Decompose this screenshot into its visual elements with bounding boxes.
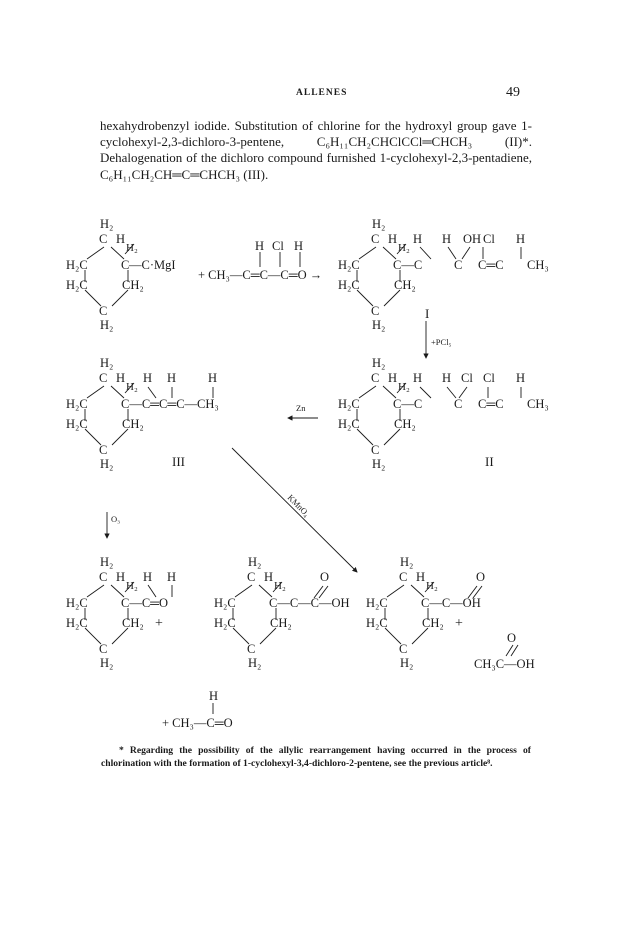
- ring-bonds-i: [357, 244, 521, 306]
- ringiii-h2c-lower: H₂C: [66, 417, 88, 431]
- compound-ii-number: II: [485, 454, 494, 469]
- ringa-c: C: [99, 570, 108, 584]
- body-paragraph: hexahydrobenzyl iodide. Substitution of chlorine for the hydroxyl group gave 1-cyclohexyl-2,3-dichloro-3-pentene, C₆H₁₁CH₂CHClCCl═CHCH₃ (II)*. Dehalogenation of the dichloro compound furnished 1-cyclohexyl-2,3-pentadiene, C₆H₁₁CH₂CH═C═CHCH₃ (III).: [100, 118, 532, 182]
- ringc-bottom-h2: H₂: [400, 656, 414, 670]
- ringi-side-h2: H₂: [398, 242, 410, 254]
- ringc-side-h2: H₂: [426, 580, 438, 592]
- dichloride-chain-3: C═C: [478, 397, 504, 411]
- grignard-carbon: C: [121, 258, 130, 272]
- ringi-bottom-h2: H₂: [372, 318, 386, 332]
- carbinol-label-oh: OH: [463, 232, 482, 246]
- ringiii-ch2: CH₂: [122, 417, 144, 431]
- ringiii-c: C: [99, 371, 108, 385]
- page-number: 49: [506, 85, 520, 100]
- ringi-ch2: CH₂: [394, 278, 416, 292]
- carbinol-chain-1: C—C: [393, 258, 423, 272]
- ringb-h2c-upper: H₂C: [214, 596, 236, 610]
- ringb-c: C: [247, 570, 256, 584]
- reagent-zn: Zn: [296, 403, 306, 413]
- aldehyde-label-h2: H: [294, 239, 304, 253]
- ringc-c: C: [399, 570, 408, 584]
- ringiii-bottom-h2: H₂: [100, 457, 114, 471]
- ringii-bottom-c: C: [371, 443, 380, 457]
- ringii-ch2: CH₂: [394, 417, 416, 431]
- ringa-bottom-h2: H₂: [100, 656, 114, 670]
- ring-bonds-ii: [357, 383, 521, 445]
- dichloride-label-h1: H: [413, 371, 423, 385]
- ringiii-bottom-c: C: [99, 443, 108, 457]
- footnote-text: * Regarding the possibility of the allylic rearrangement having occurred in the process of chlorination with the formation of 1-cyclohexyl-3,4-dichloro-2-pentene, see the previous article⁸.: [101, 745, 531, 769]
- ringa-h: H: [116, 570, 126, 584]
- carbinol-chain-3: C═C: [478, 258, 504, 272]
- ringc-top-h2: H₂: [400, 555, 414, 569]
- ringi-top-h2: H₂: [372, 217, 386, 231]
- ringa-bottom-c: C: [99, 642, 108, 656]
- allene-label-h3: H: [208, 371, 218, 385]
- kmno4-arrow: [232, 448, 357, 572]
- ringiii-h2c-upper: H₂C: [66, 397, 88, 411]
- carbinol-label-h2: H: [442, 232, 452, 246]
- ringii-top-h2: H₂: [372, 356, 386, 370]
- ringiii-top-h2: H₂: [100, 356, 114, 370]
- allene-label-h1: H: [143, 371, 153, 385]
- ringii-side-h2: H₂: [398, 381, 410, 393]
- acid-oxygen: O: [476, 570, 486, 584]
- ringi-c: C: [371, 232, 380, 246]
- carbinol-label-h3: H: [516, 232, 526, 246]
- ringc-h2c-upper: H₂C: [366, 596, 388, 610]
- allene-chain: C—C═C═C—CH₃: [121, 397, 219, 411]
- ringb-h: H: [264, 570, 274, 584]
- ringa-h2c-lower: H₂C: [66, 616, 88, 630]
- reagent-kmno4: KMnO₄: [285, 492, 312, 519]
- ring1-top-h2: H₂: [100, 217, 114, 231]
- aldehyde-formula: + CH₃—C═C—C═O →: [198, 268, 323, 282]
- ringii-h: H: [388, 371, 398, 385]
- ringii-h2c-upper: H₂C: [338, 397, 360, 411]
- footnote: [101, 745, 531, 770]
- acetic-acid-formula: CH₃C—OH: [474, 657, 535, 671]
- carbinol-chain-4: CH₃: [527, 258, 549, 272]
- carbinol-label-cl: Cl: [483, 232, 495, 246]
- ringii-h2c-lower: H₂C: [338, 417, 360, 431]
- aldehyde-product-label-h1: H: [143, 570, 153, 584]
- ringc-ch2: CH₂: [422, 616, 444, 630]
- acetaldehyde-formula: + CH₃—C═O: [162, 716, 233, 730]
- ringc-h2c-lower: H₂C: [366, 616, 388, 630]
- allene-label-h2: H: [167, 371, 177, 385]
- reagent-o3: O₃: [111, 514, 121, 524]
- dichloride-label-h3: H: [516, 371, 526, 385]
- keto-acid-oxygen: O: [320, 570, 330, 584]
- ring1-h: H: [116, 232, 126, 246]
- ringi-h2c-upper: H₂C: [338, 258, 360, 272]
- ringb-ch2: CH₂: [270, 616, 292, 630]
- ringi-h2c-lower: H₂C: [338, 278, 360, 292]
- aldehyde-product-plus: +: [155, 616, 163, 631]
- compound-i-number: I: [425, 306, 430, 321]
- ring1-bottom-h2: H₂: [100, 318, 114, 332]
- ring1-ch2: CH₂: [122, 278, 144, 292]
- aldehyde-label-cl: Cl: [272, 239, 284, 253]
- ringi-h: H: [388, 232, 398, 246]
- ringb-h2c-lower: H₂C: [214, 616, 236, 630]
- acetaldehyde-h: H: [209, 689, 219, 703]
- compound-iii-number: III: [172, 454, 185, 469]
- ring1-bottom-c: C: [99, 304, 108, 318]
- ring1-h2c-upper: H₂C: [66, 258, 88, 272]
- dichloride-label-cl2: Cl: [483, 371, 495, 385]
- aldehyde-product-chain: C—C═O: [121, 596, 169, 610]
- ringb-top-h2: H₂: [248, 555, 262, 569]
- ringiii-h: H: [116, 371, 126, 385]
- reagent-pcl5: +PCl₅: [431, 337, 452, 347]
- aldehyde-bonds: [260, 252, 300, 267]
- aldehyde-label-h1: H: [255, 239, 265, 253]
- ring1-h2c-lower: H₂C: [66, 278, 88, 292]
- ringi-bottom-c: C: [371, 304, 380, 318]
- ring1-side-h2: H₂: [126, 242, 138, 254]
- ringb-bottom-h2: H₂: [248, 656, 262, 670]
- dichloride-chain-2: C: [454, 397, 463, 411]
- acetic-acid-oxygen: O: [507, 631, 517, 645]
- carbinol-label-h1: H: [413, 232, 423, 246]
- ringb-bottom-c: C: [247, 642, 256, 656]
- acid-chain: C—C—OH: [421, 596, 481, 610]
- acid-plus: +: [455, 616, 463, 631]
- running-title: ALLENES: [296, 88, 348, 98]
- ringc-bottom-c: C: [399, 642, 408, 656]
- ringii-bottom-h2: H₂: [372, 457, 386, 471]
- dichloride-chain-1: C—C: [393, 397, 423, 411]
- ringa-h2c-upper: H₂C: [66, 596, 88, 610]
- ringa-top-h2: H₂: [100, 555, 114, 569]
- ringii-c: C: [371, 371, 380, 385]
- carbinol-chain-2: C: [454, 258, 463, 272]
- grignard-mgi: —C·MgI: [129, 258, 176, 272]
- ringc-h: H: [416, 570, 426, 584]
- dichloride-label-cl1: Cl: [461, 371, 473, 385]
- ringa-side-h2: H₂: [126, 580, 138, 592]
- aldehyde-product-label-h2: H: [167, 570, 177, 584]
- ring-bonds-iii: [85, 383, 213, 445]
- ring1-c: C: [99, 232, 108, 246]
- ringa-ch2: CH₂: [122, 616, 144, 630]
- keto-acid-chain: C—C—C—OH: [269, 596, 350, 610]
- dichloride-chain-4: CH₃: [527, 397, 549, 411]
- dichloride-label-h2: H: [442, 371, 452, 385]
- ringiii-side-h2: H₂: [126, 381, 138, 393]
- ringb-side-h2: H₂: [274, 580, 286, 592]
